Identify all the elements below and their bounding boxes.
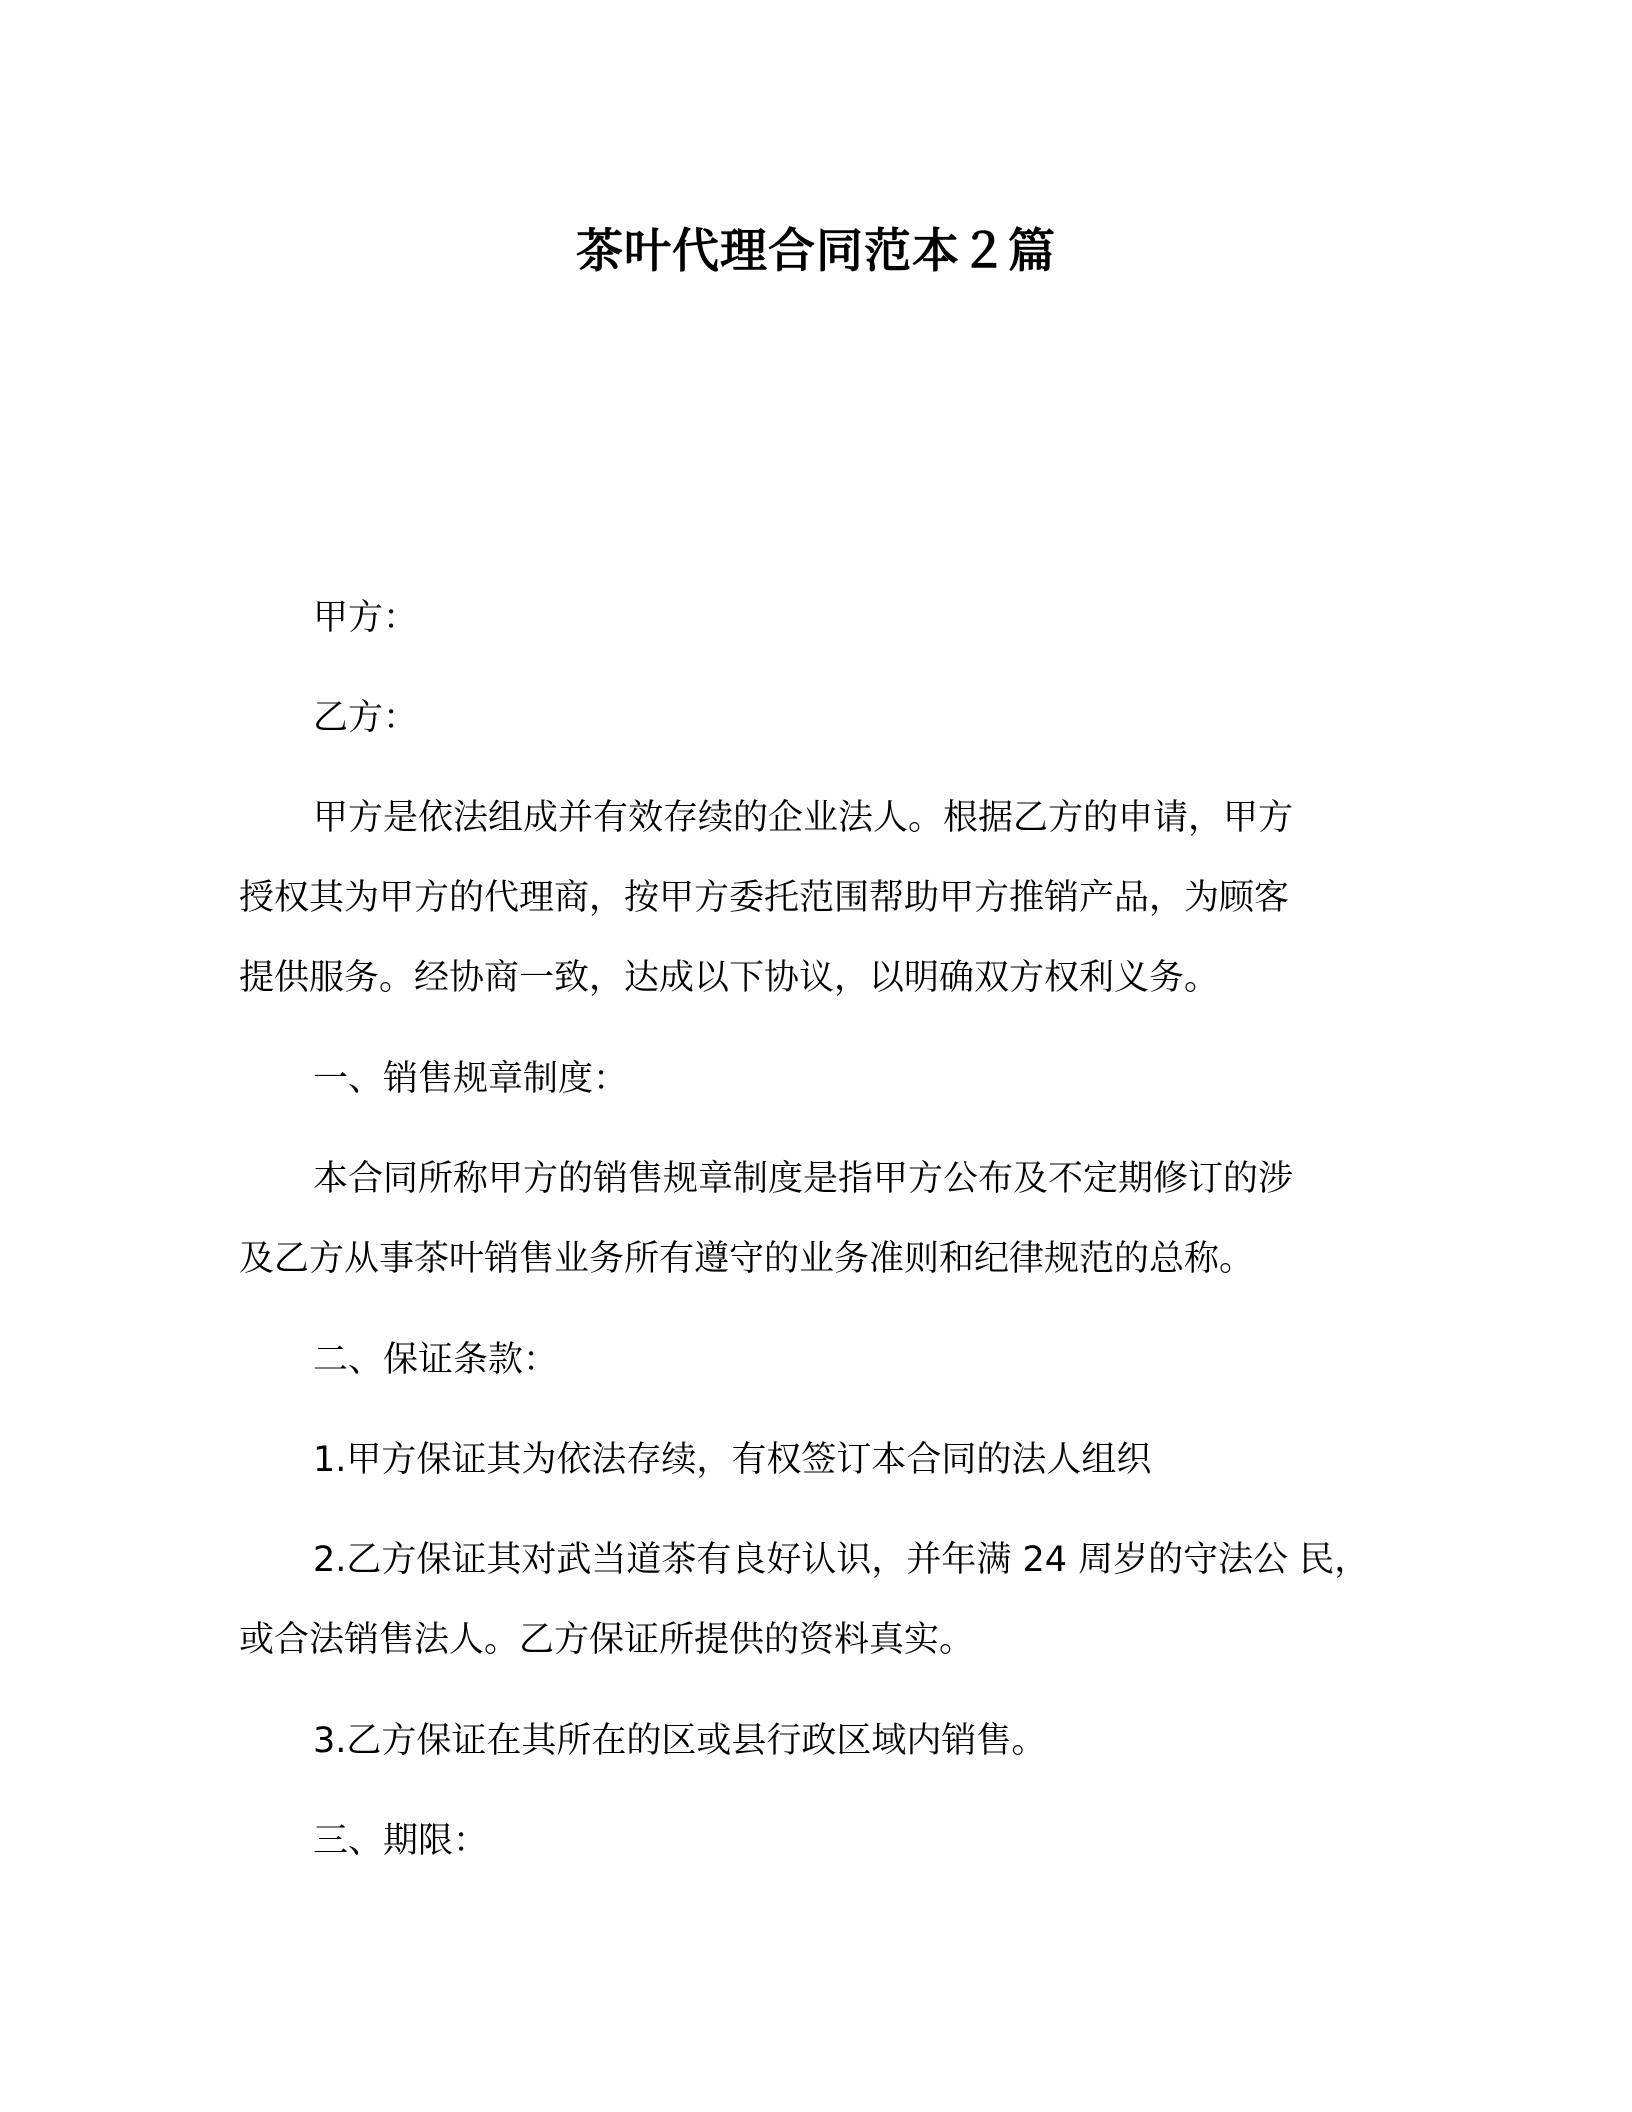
section-2-item-3: 3.乙方保证在其所在的区或县行政区域内销售。 [313,1721,1047,1761]
section-1-heading: 一、销售规章制度： [313,1059,629,1099]
section-2-heading: 二、保证条款： [313,1340,559,1380]
intro-paragraph-line-3: 提供服务。经协商一致，达成以下协议，以明确双方权利义务。 [239,958,1220,998]
section-2-item-2-line-1: 2.乙方保证其对武当道茶有良好认识，并年满 24 周岁的守法公 民， [313,1540,1370,1580]
party-a-label: 甲方： [313,598,419,638]
intro-paragraph-line-2: 授权其为甲方的代理商，按甲方委托范围帮助甲方推销产品，为顾客 [239,878,1290,918]
section-2-item-2-line-2: 或合法销售法人。乙方保证所提供的资料真实。 [239,1620,975,1660]
section-1-paragraph-line-2: 及乙方从事茶叶销售业务所有遵守的业务准则和纪律规范的总称。 [239,1239,1255,1279]
section-3-heading: 三、期限： [313,1821,489,1861]
intro-paragraph-line-1: 甲方是依法组成并有效存续的企业法人。根据乙方的申请，甲方 [313,798,1294,838]
section-2-item-1: 1.甲方保证其为依法存续，有权签订本合同的法人组织 [313,1440,1152,1480]
party-b-label: 乙方： [313,698,419,738]
section-1-paragraph-line-1: 本合同所称甲方的销售规章制度是指甲方公布及不定期修订的涉 [313,1159,1294,1199]
document-title: 茶叶代理合同范本２篇 [576,224,1056,279]
